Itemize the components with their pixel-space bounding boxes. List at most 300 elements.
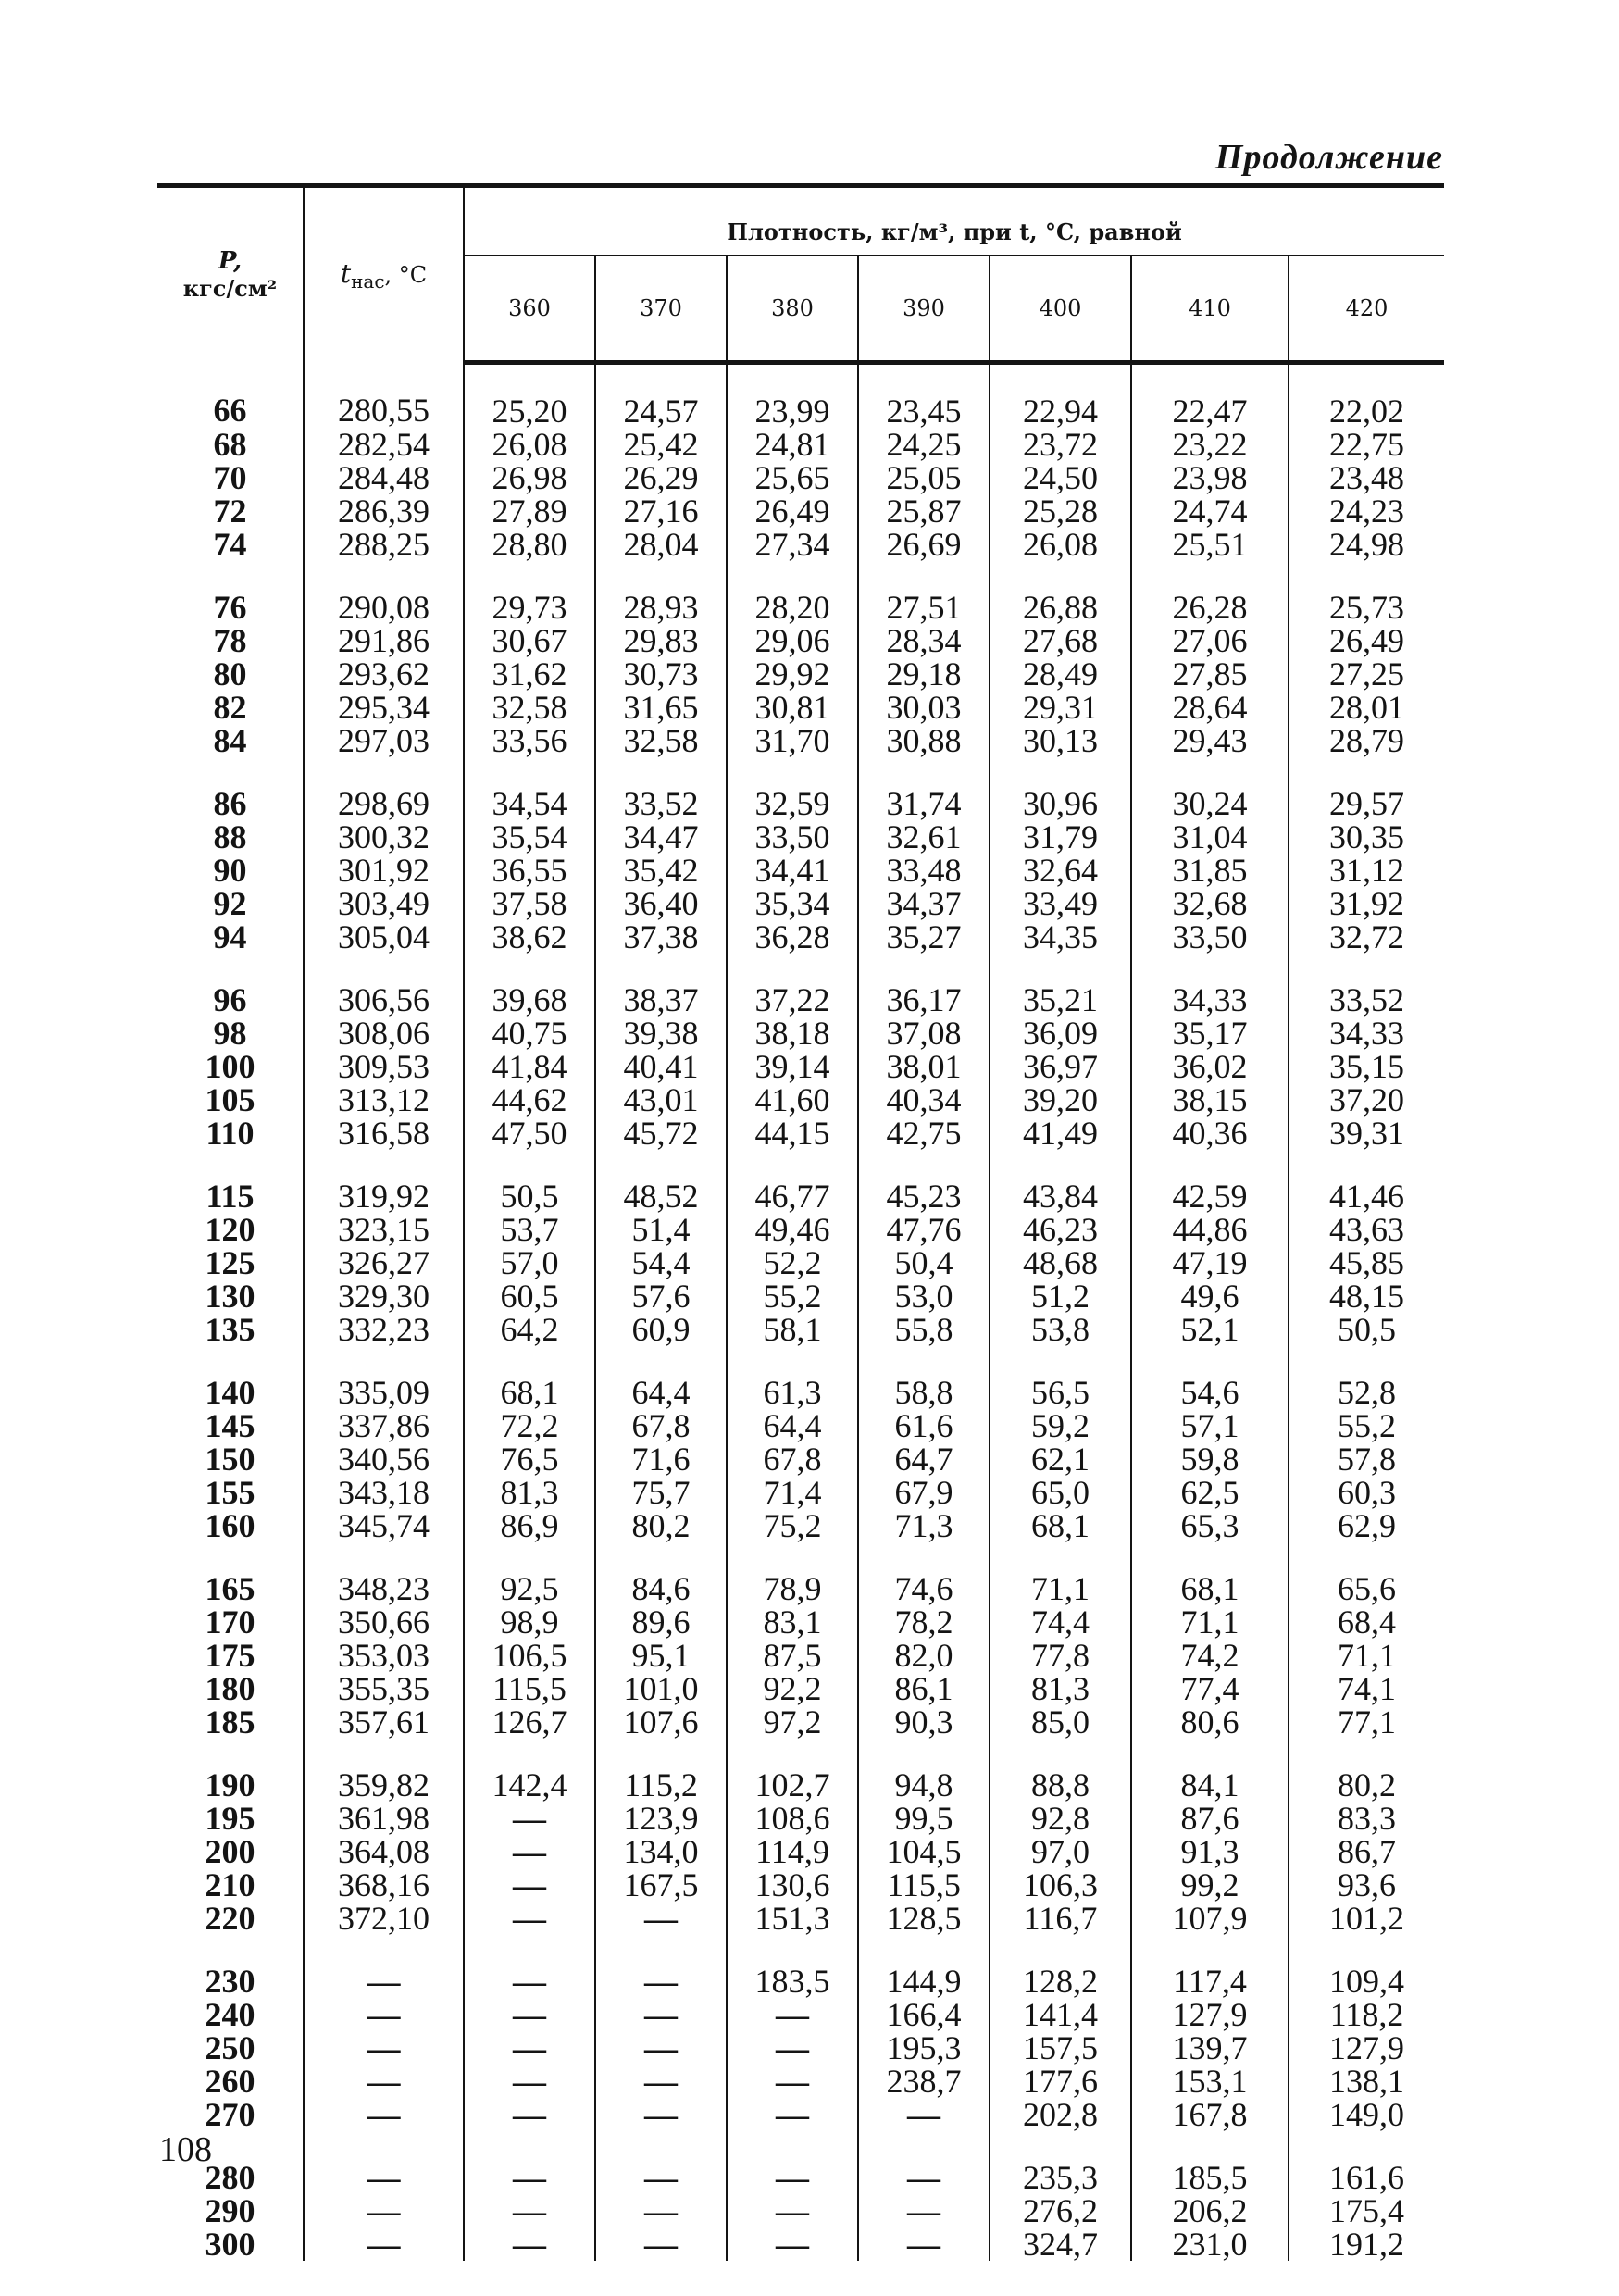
pressure-cell: 270	[205, 2096, 255, 2133]
saturation-temp-cell: —	[304, 2098, 464, 2131]
density-cell: 64,2	[464, 1313, 595, 1346]
density-cell: 35,34	[727, 887, 858, 920]
density-cell: 37,20	[1289, 1083, 1444, 1117]
density-cell: 72,2	[464, 1409, 595, 1442]
density-cell: 75,7	[595, 1476, 727, 1509]
density-cell: 27,51	[858, 561, 990, 624]
density-cell: 27,16	[595, 494, 727, 528]
density-cell: 64,4	[727, 1409, 858, 1442]
table-row	[157, 954, 1444, 1017]
pressure-cell: 160	[205, 1507, 255, 1544]
saturation-temp-cell: —	[304, 2131, 464, 2194]
density-cell: 50,5	[1289, 1313, 1444, 1346]
density-cell: 31,85	[1131, 854, 1289, 887]
density-cell: 26,08	[464, 428, 595, 461]
density-cell: 28,93	[595, 561, 727, 624]
density-cell: 104,5	[858, 1835, 990, 1868]
saturation-temp-cell: 335,09	[304, 1346, 464, 1409]
density-cell: —	[464, 2031, 595, 2065]
pressure-cell: 150	[205, 1441, 255, 1478]
density-cell: 61,3	[727, 1346, 858, 1409]
density-cell: 38,18	[727, 1017, 858, 1050]
density-cell: 58,1	[727, 1313, 858, 1346]
density-cell: 51,4	[595, 1213, 727, 1246]
tsat-subscript: нас	[351, 269, 385, 293]
density-cell: 30,73	[595, 657, 727, 691]
table-row	[157, 1476, 1444, 1509]
density-cell: 84,6	[595, 1542, 727, 1605]
density-cell: 87,6	[1131, 1802, 1289, 1835]
density-cell: 57,8	[1289, 1442, 1444, 1476]
density-cell: 67,9	[858, 1476, 990, 1509]
density-cell: 128,5	[858, 1902, 990, 1935]
density-cell: 44,86	[1131, 1213, 1289, 1246]
density-cell: 31,04	[1131, 820, 1289, 854]
pressure-cell: 175	[205, 1637, 255, 1674]
density-cell: 26,49	[727, 494, 858, 528]
pressure-cell: 76	[213, 589, 247, 626]
pressure-cell: 250	[205, 2029, 255, 2066]
density-cell: 98,9	[464, 1605, 595, 1639]
density-cell: 27,34	[727, 528, 858, 561]
table-row	[157, 1935, 1444, 1998]
density-cell: —	[464, 1998, 595, 2031]
density-cell: 32,64	[990, 854, 1131, 887]
density-cell: 74,6	[858, 1542, 990, 1605]
saturation-temp-cell: 306,56	[304, 954, 464, 1017]
density-cell: 36,02	[1131, 1050, 1289, 1083]
density-cell: 37,38	[595, 920, 727, 954]
density-cell: 43,84	[990, 1150, 1131, 1213]
density-cell: 92,2	[727, 1672, 858, 1705]
table-row	[157, 1509, 1444, 1542]
density-cell: 166,4	[858, 1998, 990, 2031]
density-cell: 33,50	[1131, 920, 1289, 954]
pressure-cell: 125	[205, 1244, 255, 1281]
density-cell: 77,8	[990, 1639, 1131, 1672]
saturation-temp-header	[304, 186, 464, 363]
density-cell: —	[464, 2098, 595, 2131]
saturation-temp-cell: 295,34	[304, 691, 464, 724]
density-cell: 36,97	[990, 1050, 1131, 1083]
pressure-unit: кгс/см²	[182, 275, 278, 303]
saturation-temp-cell: 316,58	[304, 1117, 464, 1150]
pressure-cell: 155	[205, 1474, 255, 1511]
saturation-temp-cell: 329,30	[304, 1279, 464, 1313]
density-cell: 34,37	[858, 887, 990, 920]
density-cell: 41,84	[464, 1050, 595, 1083]
table-row	[157, 1802, 1444, 1835]
density-cell: 61,6	[858, 1409, 990, 1442]
density-cell: 30,88	[858, 724, 990, 757]
density-cell: 65,3	[1131, 1509, 1289, 1542]
density-cell: 74,4	[990, 1605, 1131, 1639]
density-cell: —	[727, 2065, 858, 2098]
density-cell: 94,8	[858, 1739, 990, 1802]
density-cell: 149,0	[1289, 2098, 1444, 2131]
density-cell: 52,1	[1131, 1313, 1289, 1346]
density-cell: 22,02	[1289, 363, 1444, 429]
density-cell: 109,4	[1289, 1935, 1444, 1998]
density-cell: —	[595, 2131, 727, 2194]
density-cell: 81,3	[464, 1476, 595, 1509]
pressure-cell: 68	[213, 426, 247, 463]
density-cell: —	[858, 2131, 990, 2194]
density-cell: —	[858, 2227, 990, 2261]
density-cell: 38,01	[858, 1050, 990, 1083]
pressure-cell: 220	[205, 1900, 255, 1937]
saturation-temp-cell: 288,25	[304, 528, 464, 561]
table-body	[157, 363, 1444, 2262]
pressure-cell: 170	[205, 1603, 255, 1641]
pressure-cell: 86	[213, 785, 247, 822]
saturation-temp-cell: 345,74	[304, 1509, 464, 1542]
density-cell: 41,49	[990, 1117, 1131, 1150]
table-row	[157, 624, 1444, 657]
density-cell: 30,03	[858, 691, 990, 724]
density-cell: 23,98	[1131, 461, 1289, 494]
table-row	[157, 2098, 1444, 2131]
table-row	[157, 363, 1444, 429]
density-cell: 59,2	[990, 1409, 1131, 1442]
saturation-temp-cell: 297,03	[304, 724, 464, 757]
density-cell: 99,2	[1131, 1868, 1289, 1902]
density-cell: 46,23	[990, 1213, 1131, 1246]
density-cell: 68,1	[1131, 1542, 1289, 1605]
density-cell: 34,35	[990, 920, 1131, 954]
pressure-cell: 88	[213, 818, 247, 855]
saturation-temp-cell: 293,62	[304, 657, 464, 691]
density-cell: 53,0	[858, 1279, 990, 1313]
density-cell: 175,4	[1289, 2194, 1444, 2227]
density-cell: 106,3	[990, 1868, 1131, 1902]
pressure-cell: 82	[213, 689, 247, 726]
table-row	[157, 1246, 1444, 1279]
density-cell: 33,52	[1289, 954, 1444, 1017]
density-cell: —	[464, 2131, 595, 2194]
pressure-cell: 115	[205, 1178, 255, 1215]
density-table	[157, 183, 1444, 2261]
density-cell: 102,7	[727, 1739, 858, 1802]
density-cell: 26,29	[595, 461, 727, 494]
density-cell: 24,98	[1289, 528, 1444, 561]
density-cell: 32,72	[1289, 920, 1444, 954]
density-cell: 33,49	[990, 887, 1131, 920]
density-cell: 29,92	[727, 657, 858, 691]
density-cell: 33,48	[858, 854, 990, 887]
density-cell: 36,17	[858, 954, 990, 1017]
density-cell: 88,8	[990, 1739, 1131, 1802]
pressure-cell: 185	[205, 1703, 255, 1741]
density-cell: 157,5	[990, 2031, 1131, 2065]
pressure-cell: 140	[205, 1374, 255, 1411]
tsat-symbol: t	[340, 257, 352, 289]
density-cell: 56,5	[990, 1346, 1131, 1409]
density-cell: 57,1	[1131, 1409, 1289, 1442]
density-cell: 141,4	[990, 1998, 1131, 2031]
density-cell: —	[727, 1998, 858, 2031]
table-row	[157, 2227, 1444, 2261]
density-cell: 47,50	[464, 1117, 595, 1150]
density-cell: 53,7	[464, 1213, 595, 1246]
density-cell: 28,01	[1289, 691, 1444, 724]
pressure-cell: 72	[213, 493, 247, 530]
table-row	[157, 1442, 1444, 1476]
saturation-temp-cell: 348,23	[304, 1542, 464, 1605]
saturation-temp-cell: 372,10	[304, 1902, 464, 1935]
density-cell: 51,2	[990, 1279, 1131, 1313]
density-cell: 28,20	[727, 561, 858, 624]
density-cell: 31,92	[1289, 887, 1444, 920]
density-cell: 30,24	[1131, 757, 1289, 820]
table-row	[157, 2194, 1444, 2227]
density-cell: 45,85	[1289, 1246, 1444, 1279]
density-cell: 177,6	[990, 2065, 1131, 2098]
density-cell: —	[595, 2194, 727, 2227]
density-cell: 24,74	[1131, 494, 1289, 528]
pressure-cell: 84	[213, 722, 247, 759]
density-cell: 54,6	[1131, 1346, 1289, 1409]
density-cell: 118,2	[1289, 1998, 1444, 2031]
density-cell: 36,28	[727, 920, 858, 954]
density-cell: 39,14	[727, 1050, 858, 1083]
density-cell: 34,54	[464, 757, 595, 820]
density-cell: 22,75	[1289, 428, 1444, 461]
density-cell: 83,3	[1289, 1802, 1444, 1835]
density-cell: —	[464, 1802, 595, 1835]
density-cell: 59,8	[1131, 1442, 1289, 1476]
density-cell: 46,77	[727, 1150, 858, 1213]
density-cell: 71,1	[1289, 1639, 1444, 1672]
density-cell: 47,19	[1131, 1246, 1289, 1279]
density-cell: 39,38	[595, 1017, 727, 1050]
density-cell: 127,9	[1131, 1998, 1289, 2031]
table-row	[157, 1542, 1444, 1605]
density-cell: 34,33	[1289, 1017, 1444, 1050]
density-cell: 36,55	[464, 854, 595, 887]
density-cell: 34,41	[727, 854, 858, 887]
density-cell: 28,64	[1131, 691, 1289, 724]
density-cell: 115,2	[595, 1739, 727, 1802]
density-cell: 67,8	[595, 1409, 727, 1442]
density-cell: 74,1	[1289, 1672, 1444, 1705]
saturation-temp-cell: —	[304, 1998, 464, 2031]
density-cell: 28,79	[1289, 724, 1444, 757]
density-cell: 78,2	[858, 1605, 990, 1639]
density-cell: —	[595, 1998, 727, 2031]
density-cell: 95,1	[595, 1639, 727, 1672]
density-cell: —	[727, 2098, 858, 2131]
density-cell: 27,89	[464, 494, 595, 528]
density-cell: 77,1	[1289, 1705, 1444, 1739]
density-cell: 38,62	[464, 920, 595, 954]
table-row	[157, 1902, 1444, 1935]
saturation-temp-cell: —	[304, 2031, 464, 2065]
density-cell: 87,5	[727, 1639, 858, 1672]
density-cell: 48,52	[595, 1150, 727, 1213]
density-cell: 33,50	[727, 820, 858, 854]
table-row	[157, 1150, 1444, 1213]
saturation-temp-cell: 280,55	[304, 363, 464, 429]
table-row	[157, 1605, 1444, 1639]
density-cell: 23,72	[990, 428, 1131, 461]
density-cell: —	[595, 2098, 727, 2131]
density-cell: 77,4	[1131, 1672, 1289, 1705]
density-cell: 24,50	[990, 461, 1131, 494]
density-cell: 60,9	[595, 1313, 727, 1346]
density-cell: 22,47	[1131, 363, 1289, 429]
density-cell: 40,75	[464, 1017, 595, 1050]
density-cell: 29,57	[1289, 757, 1444, 820]
pressure-cell: 180	[205, 1670, 255, 1707]
pressure-cell: 165	[205, 1570, 255, 1607]
density-cell: —	[727, 2227, 858, 2261]
density-cell: 25,05	[858, 461, 990, 494]
density-cell: 142,4	[464, 1739, 595, 1802]
density-cell: 62,9	[1289, 1509, 1444, 1542]
density-cell: 40,41	[595, 1050, 727, 1083]
density-cell: 42,75	[858, 1117, 990, 1150]
density-cell: 54,4	[595, 1246, 727, 1279]
density-cell: 28,49	[990, 657, 1131, 691]
table-row	[157, 920, 1444, 954]
density-cell: 25,87	[858, 494, 990, 528]
density-cell: —	[595, 2065, 727, 2098]
density-cell: 85,0	[990, 1705, 1131, 1739]
density-cell: 139,7	[1131, 2031, 1289, 2065]
density-cell: 167,8	[1131, 2098, 1289, 2131]
density-cell: 134,0	[595, 1835, 727, 1868]
pressure-cell: 280	[205, 2159, 255, 2196]
saturation-temp-cell: 290,08	[304, 561, 464, 624]
density-cell: 33,56	[464, 724, 595, 757]
density-cell: 37,22	[727, 954, 858, 1017]
density-cell: 32,61	[858, 820, 990, 854]
saturation-temp-cell: 359,82	[304, 1739, 464, 1802]
density-cell: 23,45	[858, 363, 990, 429]
density-cell: 55,8	[858, 1313, 990, 1346]
density-cell: 35,27	[858, 920, 990, 954]
density-cell: 41,46	[1289, 1150, 1444, 1213]
table-row	[157, 854, 1444, 887]
density-cell: 38,15	[1131, 1083, 1289, 1117]
density-cell: 64,7	[858, 1442, 990, 1476]
density-cell: 35,42	[595, 854, 727, 887]
density-cell: 26,88	[990, 561, 1131, 624]
saturation-temp-cell: 309,53	[304, 1050, 464, 1083]
saturation-temp-cell: 368,16	[304, 1868, 464, 1902]
density-cell: 50,5	[464, 1150, 595, 1213]
saturation-temp-cell: 282,54	[304, 428, 464, 461]
density-cell: 27,85	[1131, 657, 1289, 691]
density-cell: 28,34	[858, 624, 990, 657]
density-cell: 68,4	[1289, 1605, 1444, 1639]
density-cell: 115,5	[858, 1868, 990, 1902]
temp-header-370: 370	[595, 256, 727, 363]
density-cell: 99,5	[858, 1802, 990, 1835]
pressure-cell: 110	[205, 1115, 255, 1152]
pressure-cell: 230	[205, 1963, 255, 2000]
density-cell: 30,13	[990, 724, 1131, 757]
density-cell: 130,6	[727, 1868, 858, 1902]
temp-header-410: 410	[1131, 256, 1289, 363]
density-cell: 22,94	[990, 363, 1131, 429]
density-cell: 29,31	[990, 691, 1131, 724]
density-cell: 27,68	[990, 624, 1131, 657]
density-cell: 89,6	[595, 1605, 727, 1639]
density-cell: 97,0	[990, 1835, 1131, 1868]
density-cell: 144,9	[858, 1935, 990, 1998]
density-cell: 117,4	[1131, 1935, 1289, 1998]
pressure-cell: 120	[205, 1211, 255, 1248]
saturation-temp-cell: 301,92	[304, 854, 464, 887]
density-cell: 71,4	[727, 1476, 858, 1509]
density-cell: 90,3	[858, 1705, 990, 1739]
table-row	[157, 1213, 1444, 1246]
density-cell: 25,65	[727, 461, 858, 494]
density-cell: 32,68	[1131, 887, 1289, 920]
density-cell: 26,98	[464, 461, 595, 494]
density-cell: 24,25	[858, 428, 990, 461]
density-cell: 65,6	[1289, 1542, 1444, 1605]
density-cell: 24,57	[595, 363, 727, 429]
density-cell: 107,6	[595, 1705, 727, 1739]
density-cell: 86,7	[1289, 1835, 1444, 1868]
saturation-temp-cell: 355,35	[304, 1672, 464, 1705]
density-cell: 25,42	[595, 428, 727, 461]
density-cell: 34,47	[595, 820, 727, 854]
density-cell: —	[464, 1902, 595, 1935]
density-cell: 35,15	[1289, 1050, 1444, 1083]
density-cell: 39,31	[1289, 1117, 1444, 1150]
saturation-temp-cell: 357,61	[304, 1705, 464, 1739]
saturation-temp-cell: 332,23	[304, 1313, 464, 1346]
table-row	[157, 1409, 1444, 1442]
pressure-cell: 200	[205, 1833, 255, 1870]
density-cell: 238,7	[858, 2065, 990, 2098]
density-cell: 26,49	[1289, 624, 1444, 657]
pressure-cell: 190	[205, 1766, 255, 1803]
density-cell: 48,68	[990, 1246, 1131, 1279]
density-cell: 28,80	[464, 528, 595, 561]
density-cell: 64,4	[595, 1346, 727, 1409]
density-cell: 43,63	[1289, 1213, 1444, 1246]
density-cell: 67,8	[727, 1442, 858, 1476]
density-cell: 84,1	[1131, 1739, 1289, 1802]
saturation-temp-cell: 284,48	[304, 461, 464, 494]
density-cell: 83,1	[727, 1605, 858, 1639]
table-row	[157, 1739, 1444, 1802]
density-cell: 37,58	[464, 887, 595, 920]
pressure-cell: 98	[213, 1015, 247, 1052]
table-row	[157, 528, 1444, 561]
density-cell: 58,8	[858, 1346, 990, 1409]
density-cell: —	[464, 2227, 595, 2261]
density-cell: 29,18	[858, 657, 990, 691]
saturation-temp-cell: 291,86	[304, 624, 464, 657]
pressure-cell: 290	[205, 2192, 255, 2229]
density-cell: 49,6	[1131, 1279, 1289, 1313]
density-cell: 206,2	[1131, 2194, 1289, 2227]
density-cell: 161,6	[1289, 2131, 1444, 2194]
density-cell: 62,5	[1131, 1476, 1289, 1509]
density-cell: 128,2	[990, 1935, 1131, 1998]
saturation-temp-cell: 350,66	[304, 1605, 464, 1639]
saturation-temp-cell: 337,86	[304, 1409, 464, 1442]
pressure-cell: 145	[205, 1407, 255, 1444]
density-cell: 38,37	[595, 954, 727, 1017]
density-cell: 71,6	[595, 1442, 727, 1476]
